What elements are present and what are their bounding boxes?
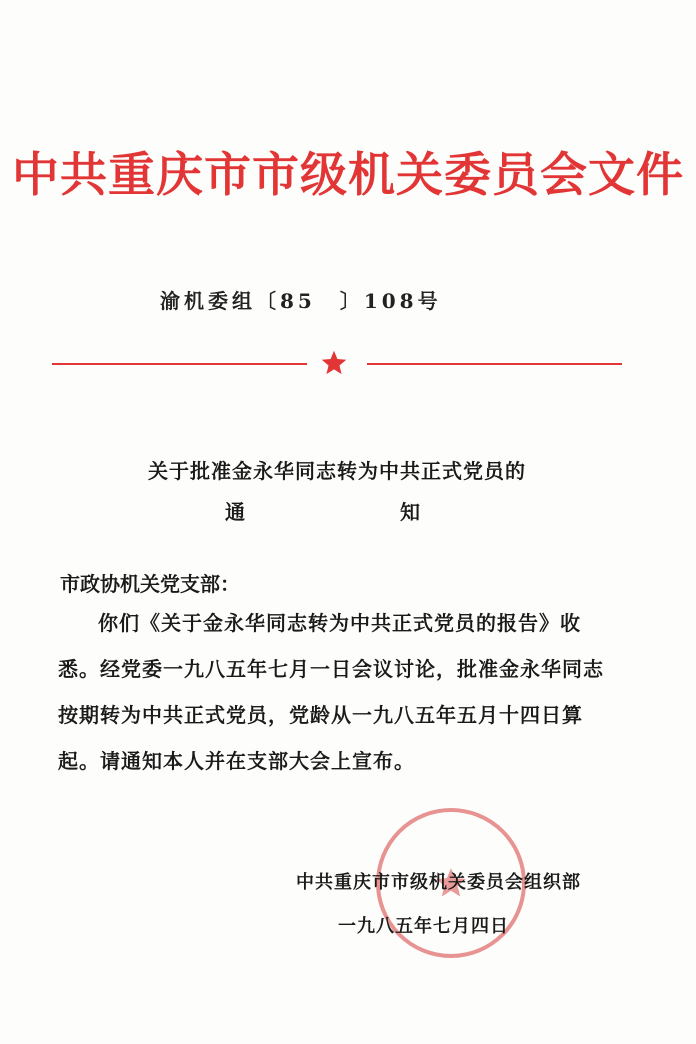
- salutation: 市政协机关党支部：: [60, 572, 240, 596]
- red-star-icon: [320, 349, 348, 377]
- header-divider: [52, 355, 622, 379]
- notice-subtitle-left: 通: [225, 500, 245, 524]
- divider-line-left: [52, 363, 307, 365]
- body-paragraph: 你们《关于金永华同志转为中共正式党员的报告》收悉。经党委一九八五年七月一日会议讨论，批准金永华同志按期转为中共正式党员，党龄从一九八五年五月十四日算起。请通知本人并在支部大会上宣布。: [58, 611, 604, 773]
- signature-date: 一九八五年七月四日: [338, 916, 509, 937]
- document-number: 渝机委组〔85 〕108号: [160, 289, 442, 313]
- document-header-title: 中共重庆市市级机关委员会文件: [12, 148, 684, 203]
- notice-title: 关于批准金永华同志转为中共正式党员的: [148, 459, 526, 483]
- signature-organization: 中共重庆市市级机关委员会组织部: [296, 872, 581, 893]
- notice-subtitle-right: 知: [400, 500, 420, 524]
- divider-line-right: [367, 363, 622, 365]
